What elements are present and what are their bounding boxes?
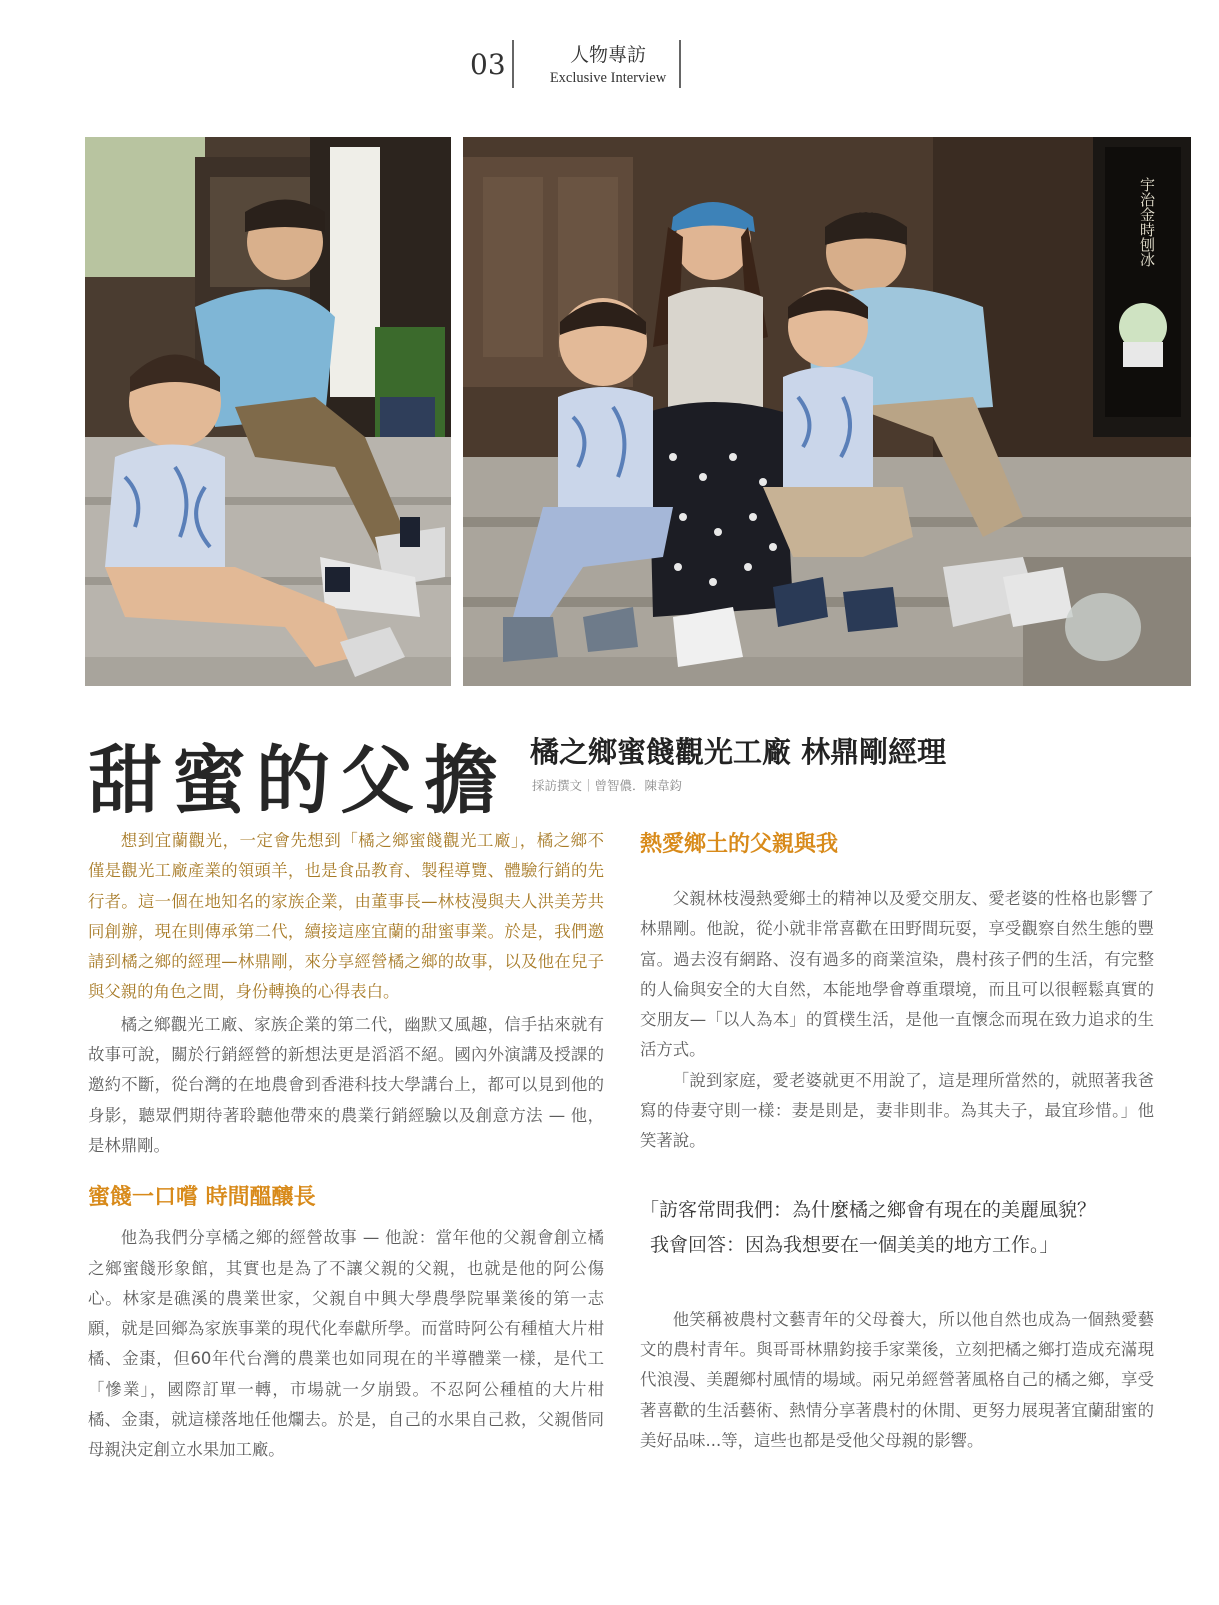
- body-paragraph: 橘之鄉觀光工廠、家族企業的第二代，幽默又風趣，信手拈來就有故事可說，關於行銷經營的新想法更是滔滔不絕。國內外演講及授課的邀約不斷，從台灣的在地農會到香港科技大學講台上，都可以見到他的身影，聽眾們期待著聆聽他帶來的農業行銷經驗以及創意方法 — 他，是林鼎剛。: [88, 1014, 604, 1155]
- section-heading: 蜜餞一口嚐 時間醞釀長: [88, 1184, 316, 1211]
- photo-father-son: [85, 137, 451, 686]
- article-column-right: [640, 826, 1154, 1456]
- article-title: 甜蜜的父擔: [88, 738, 508, 824]
- shop-sign-text: 宇治金時刨冰: [1138, 177, 1156, 267]
- article-subtitle: 橘之鄉蜜餞觀光工廠 林鼎剛經理: [530, 735, 947, 769]
- article-column-left: [88, 826, 604, 1466]
- header-divider-right: [679, 40, 681, 88]
- body-paragraph: 父親林枝漫熱愛鄉土的精神以及愛交朋友、愛老婆的性格也影響了林鼎剛。他說，從小就非常喜歡在田野間玩耍，享受觀察自然生態的豐富。過去沒有網路、沒有過多的商業渲染，農村孩子們的生活，有完整的人倫與安全的大自然，本能地學會尊重環境，而且可以很輕鬆真實的交朋友—「以人為本」的質樸生活，是他一直懷念而現在致力追求的生活方式。: [640, 889, 1154, 1060]
- body-paragraph: 他為我們分享橘之鄉的經營故事 — 他說：當年他的父親會創立橘之鄉蜜餞形象館，其實也是為了不讓父親的父親，也就是他的阿公傷心。林家是礁溪的農業世家，父親自中興大學農學院畢業後的第一志願，就是回鄉為家族事業的現代化奉獻所學。而當時阿公有種植大片柑橘、金棗，但60年代台灣的農業也如同現在的半導體業一樣，是代工「慘業」，國際訂單一轉，市場就一夕崩毀。不忍阿公種植的大片柑橘、金棗，就這樣落地任他爛去。於是，自己的水果自己救，父親偕同母親決定創立水果加工廠。: [88, 1228, 604, 1460]
- byline: 採訪撰文｜曾智儂．陳韋鈞: [532, 778, 683, 793]
- pull-quote-line: 我會回答：因為我想要在一個美美的地方工作。」: [650, 1233, 1059, 1256]
- body-paragraph: 他笑稱被農村文藝青年的父母養大，所以他自然也成為一個熱愛藝文的農村青年。與哥哥林鼎鈞接手家業後，立刻把橘之鄉打造成充滿現代浪漫、美麗鄉村風情的場域。兩兄弟經營著風格自己的橘之鄉，享受著喜歡的生活藝術、熱情分享著農村的休閒、更努力展現著宜蘭甜蜜的美好品味...等，這些也都是受他父母親的影響。: [640, 1309, 1154, 1450]
- pull-quote-line: 「訪客常問我們：為什麼橘之鄉會有現在的美麗風貌？: [640, 1198, 1097, 1221]
- intro-paragraph: 想到宜蘭觀光，一定會先想到「橘之鄉蜜餞觀光工廠」，橘之鄉不僅是觀光工廠產業的領頭羊，也是食品教育、製程導覽、體驗行銷的先行者。這一個在地知名的家族企業，由董事長—林枝漫與夫人洪美芳共同創辦，現在則傳承第二代，續接這座宜蘭的甜蜜事業。於是，我們邀請到橘之鄉的經理—林鼎剛，來分享經營橘之鄉的故事，以及他在兒子與父親的角色之間，身份轉換的心得表白。: [88, 831, 604, 1002]
- page-number: 03: [470, 48, 506, 81]
- section-heading: 熱愛鄉土的父親與我: [640, 831, 839, 857]
- pull-quote: [640, 1193, 1154, 1263]
- body-paragraph: 「說到家庭，愛老婆就更不用說了，這是理所當然的，就照著我爸寫的侍妻守則一樣：妻是則是，妻非則非。為其夫子，最宜珍惜。」他笑著說。: [640, 1070, 1154, 1151]
- header-divider-left: [512, 40, 514, 88]
- photo-family: [463, 137, 1191, 686]
- section-title-zh: 人物專訪: [569, 44, 646, 66]
- section-title-en: Exclusive Interview: [549, 70, 667, 86]
